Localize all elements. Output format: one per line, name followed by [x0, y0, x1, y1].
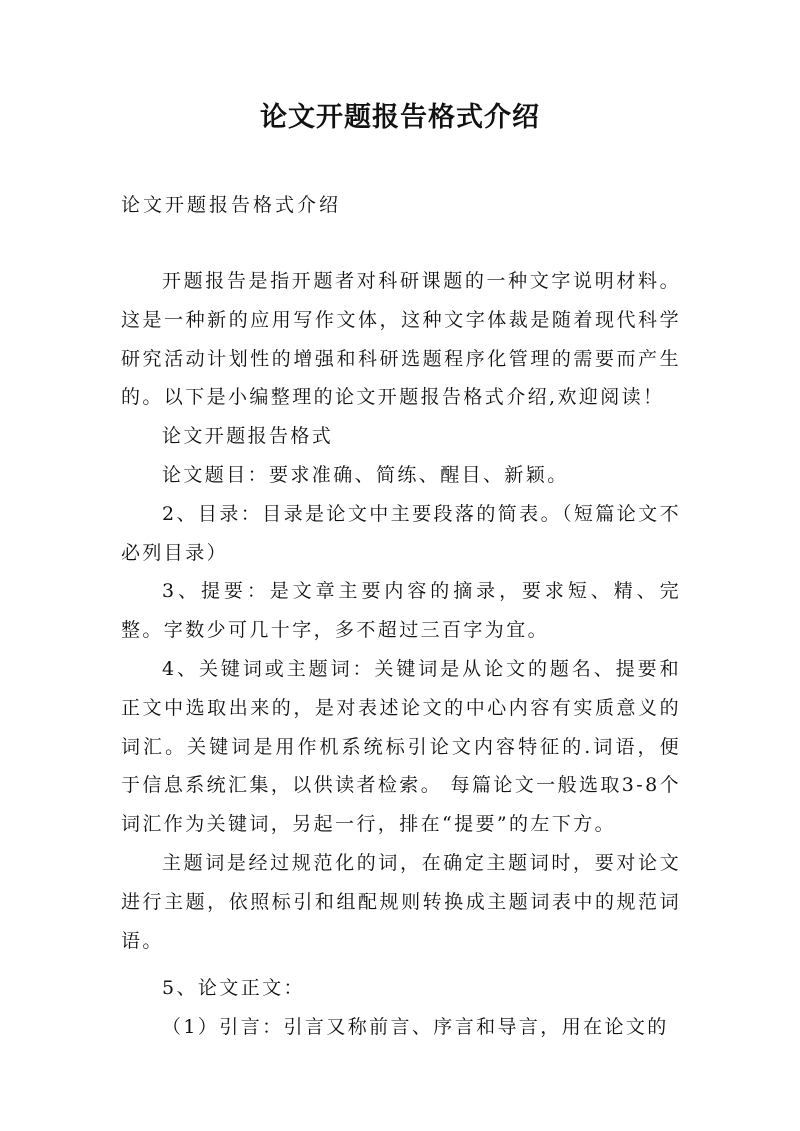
paragraph-title-requirement: 论文题目：要求准确、简练、醒目、新颖。	[162, 463, 569, 486]
document-subtitle: 论文开题报告格式介绍	[121, 194, 342, 216]
paragraph-main-text-heading: 5、论文正文：	[162, 977, 305, 1000]
paragraph-subject-terms: 主题词是经过规范化的词，在确定主题词时，要对论文进行主题，依照标引和组配规则转换成主题词表中的规范词语。	[121, 851, 681, 952]
paragraph-introduction: （1）引言：引言又称前言、序言和导言，用在论文的	[162, 1016, 669, 1039]
page-title: 论文开题报告格式介绍	[260, 102, 540, 133]
intro-paragraph: 开题报告是指开题者对科研课题的一种文字说明材料。这是一种新的应用写作文体，这种文字体裁是随着现代科学研究活动计划性的增强和科研选题程序化管理的需要而产生的。以下是小编整理的论文开题报告格式介绍,欢迎阅读！	[121, 270, 681, 409]
document-body	[121, 262, 681, 1047]
paragraph-table-of-contents: 2、目录：目录是论文中主要段落的简表。（短篇论文不必列目录）	[121, 502, 681, 564]
paragraph-abstract: 3、提要：是文章主要内容的摘录，要求短、精、完整。字数少可几十字，多不超过三百字为宜。	[121, 580, 681, 642]
paragraph-keywords: 4、关键词或主题词：关键词是从论文的题名、提要和正文中选取出来的，是对表述论文的中心内容有实质意义的词汇。关键词是用作机系统标引论文内容特征的.词语，便于信息系统汇集，以供读者检索。 每篇论文一般选取3-8个词汇作为关键词，另起一行，排在“提要”的左下方。	[121, 657, 681, 836]
section-heading-format: 论文开题报告格式	[162, 425, 334, 448]
